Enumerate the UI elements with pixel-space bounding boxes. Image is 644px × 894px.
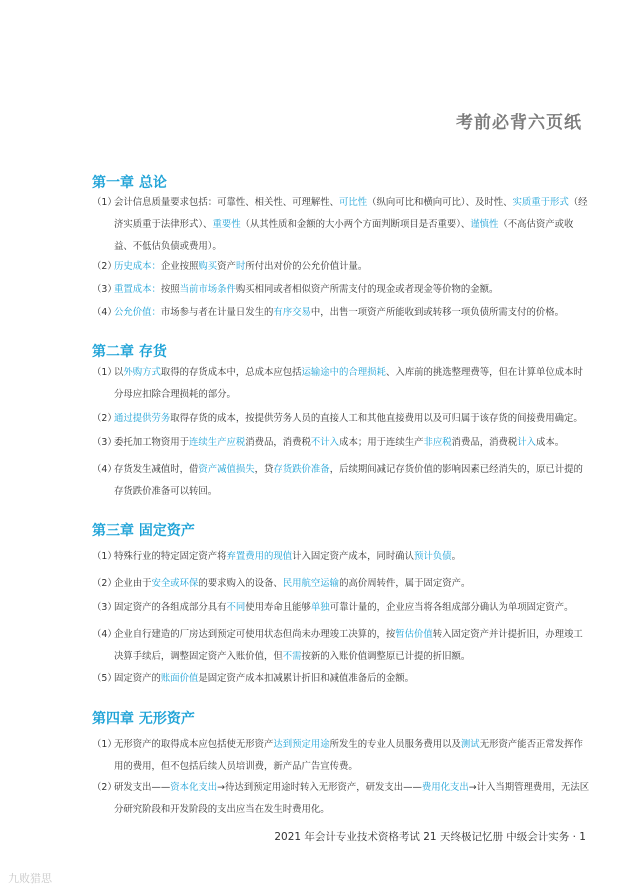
- list-item: [92, 546, 592, 568]
- item-text: 市场参与者在计量日发生的: [160, 307, 274, 318]
- highlighted-term: 民用航空运输: [282, 578, 340, 589]
- item-text: 购买相同或者相似资产所需支付的现金或者现金等价物的金额。: [235, 284, 499, 295]
- highlighted-term: 公允价值：: [114, 307, 161, 318]
- list-item: [92, 408, 592, 430]
- item-text: （纵向可比和横向可比）、及时性、: [367, 197, 513, 208]
- item-text: 所付出对价的公允价值计量。: [245, 261, 368, 272]
- highlighted-term: 不计入: [310, 437, 340, 448]
- item-text: 中，出售一项资产所能收到或转移一项负债所需支付的价格。: [310, 307, 565, 318]
- list-item: [92, 192, 592, 258]
- highlighted-term: 计入: [517, 437, 536, 448]
- item-text: 存货发生减值时，借: [114, 464, 199, 475]
- highlighted-term: 连续生产应税: [189, 437, 246, 448]
- item-text: 转入固定资产并计提折旧，办理竣工决算手续后，调整固定资产入账价值，但: [114, 629, 583, 662]
- highlighted-term: 不需: [282, 651, 302, 662]
- item-text: （经济实质重于法律形式）、: [114, 197, 588, 230]
- highlighted-term: 当前市场条件: [179, 284, 236, 295]
- item-number: （3）: [92, 602, 117, 613]
- item-text: 的高价周转件，属于固定资产。: [339, 578, 471, 589]
- item-number: （5）: [92, 673, 117, 684]
- item-text: 无形资产的取得成本应包括使无形资产: [114, 739, 274, 750]
- page-title: 考前必背六页纸: [456, 113, 582, 133]
- list-item: [92, 597, 592, 619]
- item-number: （4）: [92, 307, 117, 318]
- item-number: （4）: [92, 464, 117, 475]
- item-text: 研发支出——: [114, 782, 171, 793]
- item-text: →计入当期管理费用，无法区分研究阶段和开发阶段的支出应当在发生时费用化。: [114, 782, 590, 815]
- item-text: 所发生的专业人员服务费用以及: [329, 739, 461, 750]
- item-number: （3）: [92, 284, 117, 295]
- highlighted-term: 可比性: [339, 197, 368, 208]
- item-text: 消费品，消费税: [451, 437, 518, 448]
- highlighted-term: 资本化支出: [170, 782, 218, 793]
- highlighted-term: 历史成本：: [114, 261, 161, 272]
- item-text: 是固定资产成本扣减累计折旧和减值准备后的金额。: [198, 673, 415, 684]
- item-text: 按新的入账价值调整原已计提的折旧额。: [301, 651, 471, 662]
- chapter-heading-3: 第三章 固定资产: [92, 523, 195, 539]
- list-item: [92, 777, 592, 821]
- highlighted-term: 存货跌价准备: [273, 464, 330, 475]
- list-item: [92, 432, 592, 454]
- watermark-logo: 九败猎思: [8, 872, 52, 885]
- highlighted-term: 有序交易: [273, 307, 311, 318]
- list-item: [92, 256, 592, 278]
- highlighted-term: 达到预定用途: [273, 739, 330, 750]
- item-text: 固定资产的: [114, 673, 161, 684]
- list-item: [92, 279, 592, 301]
- item-text: 成本；用于连续生产: [339, 437, 424, 448]
- highlighted-term: 非应税: [423, 437, 452, 448]
- item-text: 会计信息质量要求包括：可靠性、相关性、可理解性、: [114, 197, 340, 208]
- list-item: [92, 734, 592, 778]
- highlighted-term: 购买: [198, 261, 218, 272]
- highlighted-term: 实质重于形式: [512, 197, 569, 208]
- highlighted-term: 暂估价值: [395, 629, 433, 640]
- item-text: 使用寿命且能够: [245, 602, 311, 613]
- item-number: （2）: [92, 413, 117, 424]
- item-text: 按照: [160, 284, 180, 295]
- item-text: ，贷: [254, 464, 274, 475]
- item-text: （不高估资产或收益、不低估负债或费用）。: [114, 219, 574, 252]
- item-number: （2）: [92, 261, 117, 272]
- item-text: 消费品，消费税: [245, 437, 311, 448]
- item-number: （3）: [92, 437, 117, 448]
- highlighted-term: 重置成本：: [114, 284, 161, 295]
- item-text: 、入库前的挑选整理费等，但在计算单位成本时分母应扣除合理损耗的部分。: [114, 367, 583, 400]
- highlighted-term: 预计负债: [414, 551, 452, 562]
- chapter-heading-4: 第四章 无形资产: [92, 711, 195, 727]
- list-item: [92, 668, 592, 690]
- chapter-heading-1: 第一章 总论: [92, 175, 167, 191]
- item-number: （2）: [92, 782, 117, 793]
- item-text: 的要求购入的设备、: [198, 578, 283, 589]
- item-text: 特殊行业的特定固定资产将: [114, 551, 227, 562]
- item-number: （2）: [92, 578, 117, 589]
- list-item: [92, 302, 592, 324]
- highlighted-term: 通过提供劳务: [114, 413, 171, 424]
- item-text: ，后续期间减记存货价值的影响因素已经消失的，原已计提的存货跌价准备可以转回。: [114, 464, 583, 497]
- highlighted-term: 单独: [310, 602, 330, 613]
- highlighted-term: 弃置费用的现值: [226, 551, 293, 562]
- item-number: （1）: [92, 367, 117, 378]
- item-text: →待达到预定用途时转入无形资产，研发支出——: [217, 782, 422, 793]
- highlighted-term: 费用化支出: [421, 782, 469, 793]
- highlighted-term: 资产减值损失: [198, 464, 255, 475]
- highlighted-term: 时: [235, 261, 246, 272]
- item-number: （1）: [92, 197, 117, 208]
- highlighted-term: 账面价值: [160, 673, 199, 684]
- item-text: 委托加工物资用于: [114, 437, 190, 448]
- item-text: 可靠计量的，企业应当将各组成部分确认为单项固定资产。: [329, 602, 574, 613]
- highlighted-term: 重要性: [212, 219, 241, 230]
- chapter-heading-2: 第二章 存货: [92, 344, 167, 360]
- item-text: 企业按照: [160, 261, 199, 272]
- item-text: 企业由于: [114, 578, 152, 589]
- item-text: （从其性质和金额的大小两个方面判断项目是否重要）、: [240, 219, 471, 230]
- item-text: 资产: [217, 261, 236, 272]
- item-number: （1）: [92, 551, 117, 562]
- item-text: 成本。: [536, 437, 565, 448]
- list-item: [92, 362, 592, 406]
- highlighted-term: 不同: [226, 602, 246, 613]
- item-text: 。: [451, 551, 461, 562]
- item-text: 固定资产的各组成部分具有: [114, 602, 227, 613]
- highlighted-term: 谨慎性: [470, 219, 499, 230]
- item-text: 企业自行建造的厂房达到预定可使用状态但尚未办理竣工决算的，按: [114, 629, 396, 640]
- highlighted-term: 外购方式: [123, 367, 161, 378]
- page-footer: 2021 年会计专业技术资格考试 21 天终极记忆册 中级会计实务 · 1: [274, 831, 586, 843]
- highlighted-term: 运输途中的合理损耗: [301, 367, 386, 378]
- list-item: [92, 573, 592, 595]
- item-text: 取得存货的成本，按提供劳务人员的直接人工和其他直接费用以及可归属于该存货的间接费用确定。: [170, 413, 583, 424]
- item-text: 取得的存货成本中，总成本应包括: [160, 367, 302, 378]
- item-text: 以: [114, 367, 124, 378]
- item-text: 无形资产能否正常发挥作用的费用，但不包括后续人员培训费，新产品广告宣传费。: [114, 739, 583, 772]
- list-item: [92, 624, 592, 668]
- highlighted-term: 安全或环保: [151, 578, 199, 589]
- item-text: 计入固定资产成本，同时确认: [292, 551, 415, 562]
- highlighted-term: 测试: [460, 739, 480, 750]
- item-number: （1）: [92, 739, 117, 750]
- list-item: [92, 459, 592, 503]
- item-number: （4）: [92, 629, 117, 640]
